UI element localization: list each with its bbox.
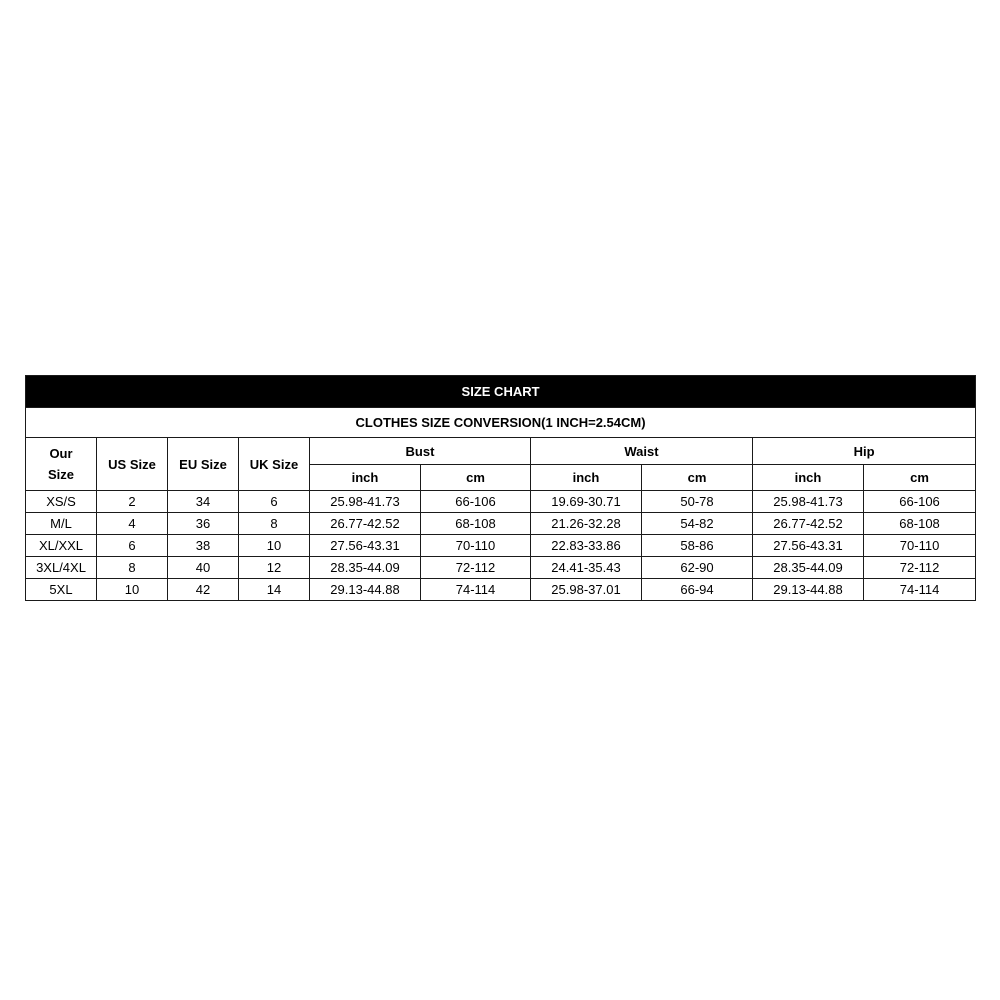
cell-waist-cm: 50-78 — [642, 491, 753, 513]
cell-eu-size: 34 — [168, 491, 239, 513]
cell-waist-cm: 62-90 — [642, 557, 753, 579]
cell-our-size: 5XL — [26, 579, 97, 601]
header-bust-cm: cm — [421, 465, 531, 491]
header-our-size — [26, 438, 97, 491]
cell-hip-inch: 26.77-42.52 — [753, 513, 864, 535]
cell-hip-cm: 70-110 — [864, 535, 976, 557]
cell-waist-cm: 54-82 — [642, 513, 753, 535]
cell-bust-cm: 74-114 — [421, 579, 531, 601]
header-hip-inch: inch — [753, 465, 864, 491]
header-waist-inch: inch — [531, 465, 642, 491]
cell-bust-cm: 70-110 — [421, 535, 531, 557]
header-waist-cm: cm — [642, 465, 753, 491]
header-bust: Bust — [310, 438, 531, 465]
cell-uk-size: 6 — [239, 491, 310, 513]
cell-waist-inch: 25.98-37.01 — [531, 579, 642, 601]
cell-uk-size: 14 — [239, 579, 310, 601]
cell-us-size: 2 — [97, 491, 168, 513]
cell-waist-inch: 24.41-35.43 — [531, 557, 642, 579]
cell-eu-size: 42 — [168, 579, 239, 601]
cell-waist-cm: 58-86 — [642, 535, 753, 557]
cell-us-size: 10 — [97, 579, 168, 601]
cell-hip-cm: 68-108 — [864, 513, 976, 535]
header-waist: Waist — [531, 438, 753, 465]
cell-eu-size: 40 — [168, 557, 239, 579]
cell-hip-inch: 27.56-43.31 — [753, 535, 864, 557]
cell-hip-cm: 66-106 — [864, 491, 976, 513]
cell-bust-inch: 27.56-43.31 — [310, 535, 421, 557]
header-our-size-line1: Our — [49, 446, 73, 461]
cell-bust-cm: 66-106 — [421, 491, 531, 513]
cell-our-size: XL/XXL — [26, 535, 97, 557]
header-us-size: US Size — [97, 438, 168, 491]
cell-eu-size: 36 — [168, 513, 239, 535]
cell-eu-size: 38 — [168, 535, 239, 557]
table-row — [26, 491, 976, 513]
cell-hip-inch: 25.98-41.73 — [753, 491, 864, 513]
header-eu-size: EU Size — [168, 438, 239, 491]
cell-uk-size: 10 — [239, 535, 310, 557]
cell-bust-cm: 72-112 — [421, 557, 531, 579]
size-chart — [25, 375, 975, 601]
cell-bust-inch: 25.98-41.73 — [310, 491, 421, 513]
header-our-size-line2: Size — [47, 467, 74, 482]
cell-bust-cm: 68-108 — [421, 513, 531, 535]
cell-us-size: 8 — [97, 557, 168, 579]
table-row — [26, 535, 976, 557]
chart-subtitle: CLOTHES SIZE CONVERSION(1 INCH=2.54CM) — [26, 408, 976, 438]
cell-hip-inch: 29.13-44.88 — [753, 579, 864, 601]
cell-bust-inch: 29.13-44.88 — [310, 579, 421, 601]
cell-us-size: 6 — [97, 535, 168, 557]
cell-uk-size: 12 — [239, 557, 310, 579]
cell-uk-size: 8 — [239, 513, 310, 535]
cell-bust-inch: 26.77-42.52 — [310, 513, 421, 535]
header-uk-size: UK Size — [239, 438, 310, 491]
table-row — [26, 513, 976, 535]
table-row — [26, 557, 976, 579]
header-hip: Hip — [753, 438, 976, 465]
cell-hip-inch: 28.35-44.09 — [753, 557, 864, 579]
header-bust-inch: inch — [310, 465, 421, 491]
table-row — [26, 579, 976, 601]
cell-waist-inch: 22.83-33.86 — [531, 535, 642, 557]
header-hip-cm: cm — [864, 465, 976, 491]
cell-our-size: M/L — [26, 513, 97, 535]
cell-bust-inch: 28.35-44.09 — [310, 557, 421, 579]
cell-hip-cm: 72-112 — [864, 557, 976, 579]
cell-hip-cm: 74-114 — [864, 579, 976, 601]
cell-us-size: 4 — [97, 513, 168, 535]
cell-waist-inch: 19.69-30.71 — [531, 491, 642, 513]
cell-waist-inch: 21.26-32.28 — [531, 513, 642, 535]
cell-our-size: 3XL/4XL — [26, 557, 97, 579]
cell-our-size: XS/S — [26, 491, 97, 513]
size-table — [25, 375, 976, 601]
chart-title: SIZE CHART — [26, 376, 976, 408]
cell-waist-cm: 66-94 — [642, 579, 753, 601]
